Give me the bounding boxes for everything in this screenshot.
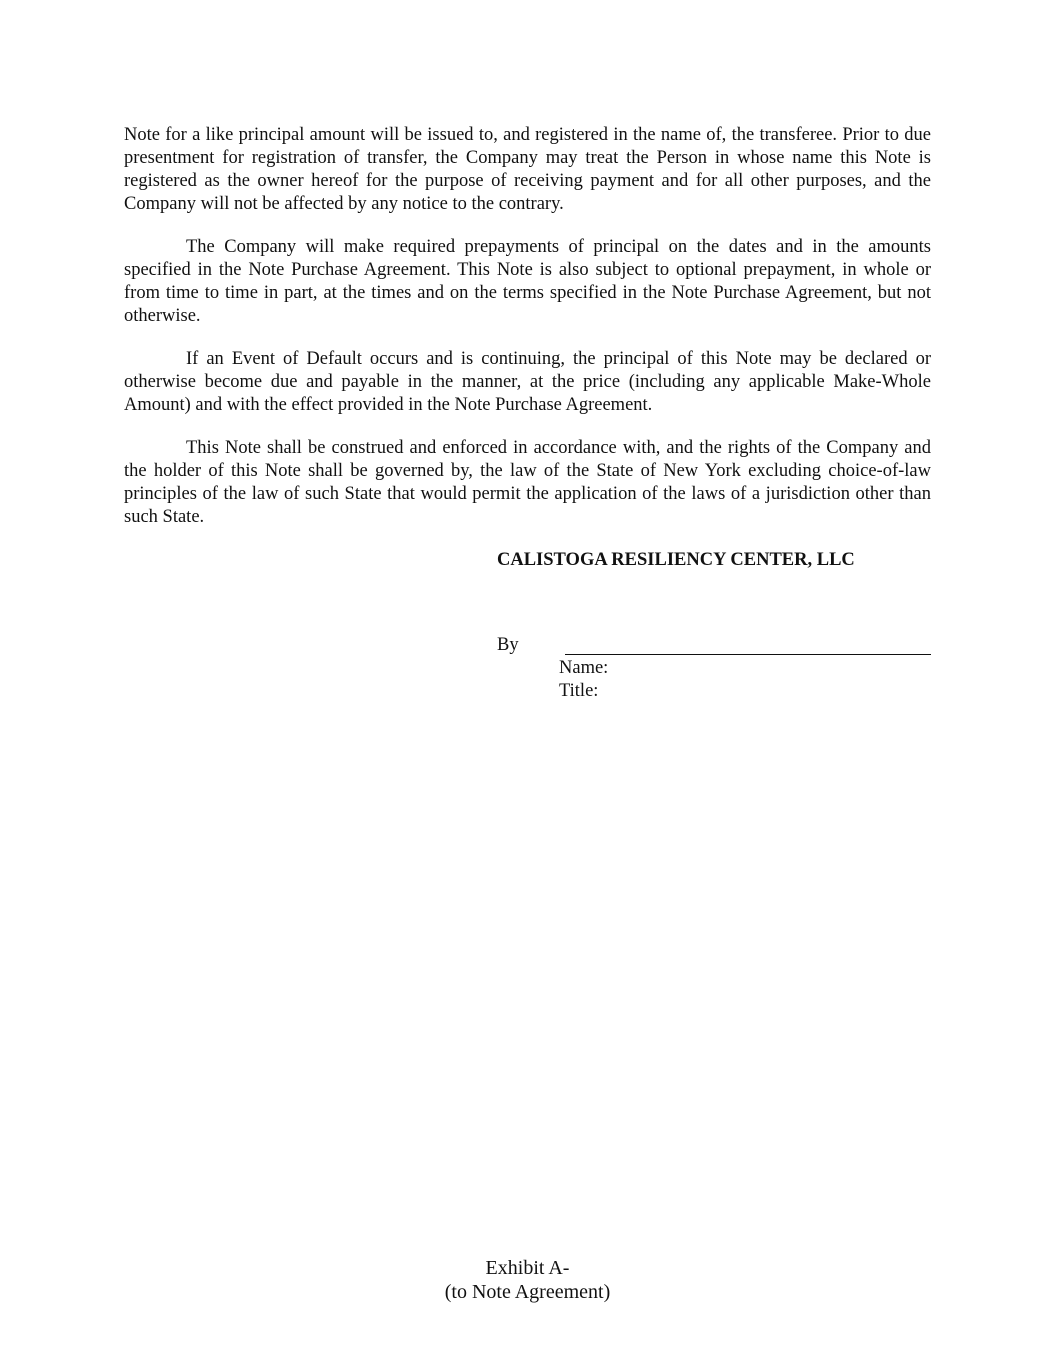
- paragraph-prepayment: The Company will make required prepayments of principal on the dates and in the amounts specified in the Note Purchase Agreement. This Note is also subject to optional prepayment, in whole or from time to time in part, at the times and on the terms specified in the Note Purchase Agreement, but not otherwise.: [124, 237, 931, 326]
- paragraph-governing-law: This Note shall be construed and enforced in accordance with, and the rights of the Company and the holder of this Note shall be governed by, the law of the State of New York excluding choice-of-law principles of the law of such State that would permit the application of the laws of a jurisdiction other than such State.: [124, 438, 931, 527]
- title-label: Title:: [559, 681, 599, 701]
- paragraph-event-of-default: If an Event of Default occurs and is continuing, the principal of this Note may be declared or otherwise become due and payable in the manner, at the price (including any applicable Make-Whole Amount) and with the effect provided in the Note Purchase Agreement.: [124, 349, 931, 415]
- paragraph-transfer: Note for a like principal amount will be issued to, and registered in the name of, the transferee. Prior to due presentment for registration of transfer, the Company may treat the Person in whose name this Note is registered as the owner hereof for the purpose of receiving payment and for all other purposes, and the Company will not be affected by any notice to the contrary.: [124, 125, 931, 214]
- signature-line[interactable]: [565, 654, 931, 655]
- name-label: Name:: [559, 658, 609, 678]
- agreement-label: (to Note Agreement): [444, 1281, 611, 1303]
- by-label: By: [497, 635, 519, 655]
- page-footer: [0, 1256, 1055, 1304]
- exhibit-label: Exhibit A-: [485, 1257, 570, 1279]
- note-body: [124, 124, 931, 549]
- company-name: CALISTOGA RESILIENCY CENTER, LLC: [497, 550, 855, 570]
